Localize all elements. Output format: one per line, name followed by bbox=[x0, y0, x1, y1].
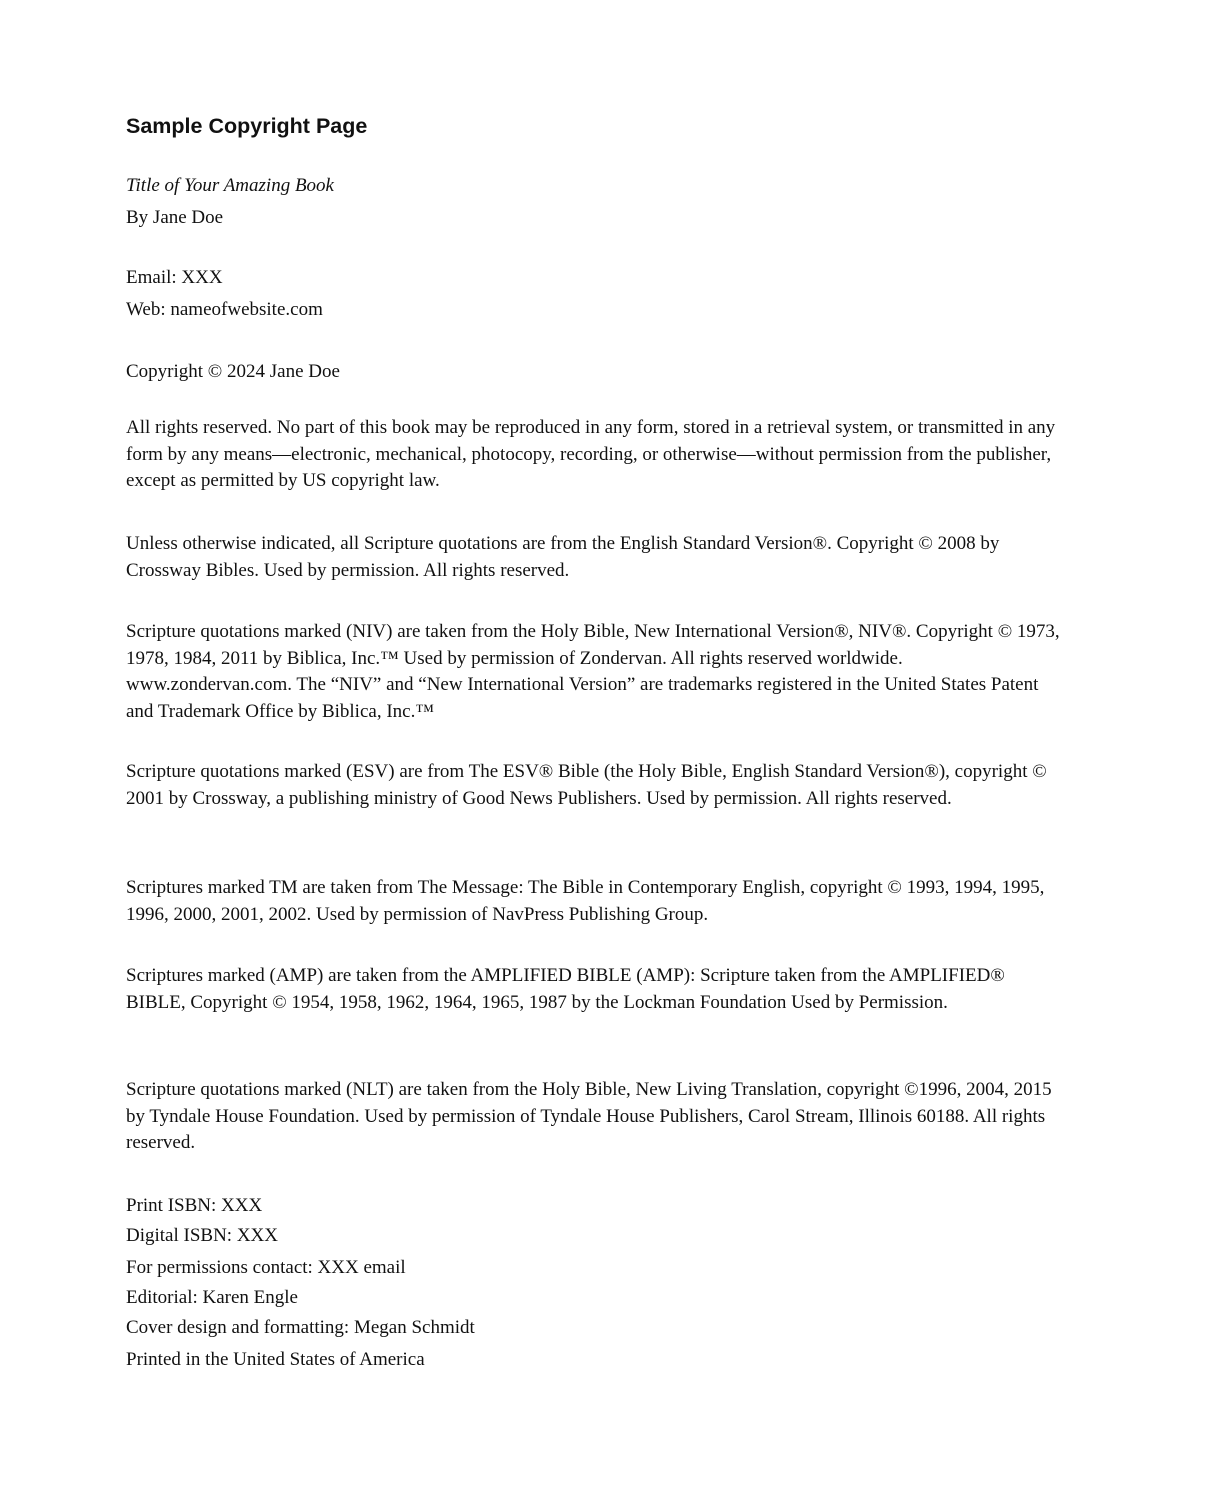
message-paragraph: Scriptures marked TM are taken from The Message: The Bible in Contemporary English, copyright © 1993, 1994, 1995, 1996, 2000, 2001, 2002. Used by permission of NavPress Publishing Group. bbox=[126, 877, 1045, 925]
author-line: By Jane Doe bbox=[126, 207, 224, 228]
book-title: Title of Your Amazing Book bbox=[126, 175, 334, 196]
digital-isbn-line: Digital ISBN: XXX bbox=[126, 1225, 278, 1246]
default-version-paragraph: Unless otherwise indicated, all Scripture quotations are from the English Standard Version®. Copyright © 2008 by Crossway Bibles. Used by permission. All rights reserved. bbox=[126, 533, 1000, 581]
web-line: Web: nameofwebsite.com bbox=[126, 299, 323, 320]
printed-in-line: Printed in the United States of America bbox=[126, 1349, 425, 1370]
copyright-line: Copyright © 2024 Jane Doe bbox=[126, 361, 340, 382]
print-isbn-line: Print ISBN: XXX bbox=[126, 1195, 263, 1216]
page-title: Sample Copyright Page bbox=[126, 114, 368, 138]
nlt-paragraph: Scripture quotations marked (NLT) are taken from the Holy Bible, New Living Translation, copyright ©1996, 2004, 2015 by Tyndale House Foundation. Used by permission of Tyndale House Publishers, Carol Stream, Illinois 60188. All rights reserved. bbox=[126, 1079, 1052, 1153]
esv-paragraph: Scripture quotations marked (ESV) are from The ESV® Bible (the Holy Bible, English Standard Version®), copyright © 2001 by Crossway, a publishing ministry of Good News Publishers. Used by permission. All rights reserved. bbox=[126, 761, 1047, 809]
email-line: Email: XXX bbox=[126, 267, 223, 288]
amp-paragraph: Scriptures marked (AMP) are taken from the AMPLIFIED BIBLE (AMP): Scripture taken from the AMPLIFIED® BIBLE, Copyright © 1954, 1958, 1962, 1964, 1965, 1987 by the Lockman Foundation Used by Permission. bbox=[126, 965, 1005, 1013]
cover-design-line: Cover design and formatting: Megan Schmidt bbox=[126, 1317, 475, 1338]
editorial-line: Editorial: Karen Engle bbox=[126, 1287, 298, 1308]
permissions-contact-line: For permissions contact: XXX email bbox=[126, 1257, 406, 1278]
niv-paragraph: Scripture quotations marked (NIV) are taken from the Holy Bible, New International Version®, NIV®. Copyright © 1973, 1978, 1984, 2011 by Biblica, Inc.™ Used by permission of Zondervan. All rights reserved worldwide. www.zondervan.com. The “NIV” and “New International Version” are trademarks registered in the United States Patent and Trademark Office by Biblica, Inc.™ bbox=[126, 621, 1060, 722]
rights-paragraph: All rights reserved. No part of this book may be reproduced in any form, stored in a retrieval system, or transmitted in any form by any means—electronic, mechanical, photocopy, recording, or otherwise—without permission from the publisher, except as permitted by US copyright law. bbox=[126, 417, 1056, 491]
